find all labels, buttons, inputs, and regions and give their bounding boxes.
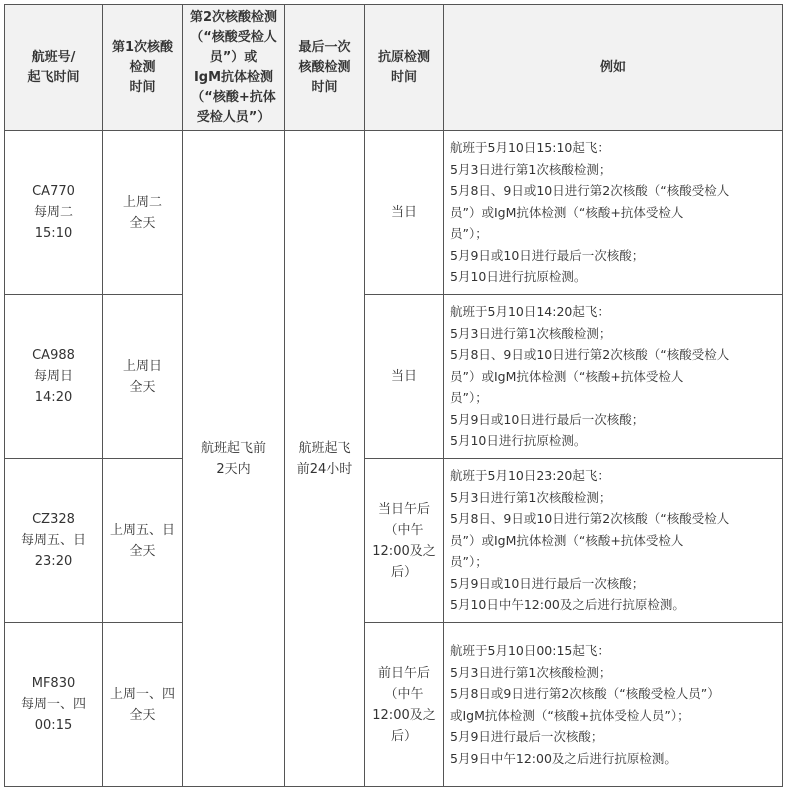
header-flight: 航班号/ 起飞时间 [5, 5, 103, 131]
example-cell: 航班于5月10日14:20起飞： 5月3日进行第1次核酸检测； 5月8日、9日或10日进行第2次核酸（“核酸受检人 员”）或IgM抗体检测（“核酸+抗体受检人 员”）； 5月9日或10日进行最后一次核酸； 5月10日进行抗原检测。 [444, 295, 783, 459]
flight-cell: CZ328 每周五、日 23:20 [5, 459, 103, 623]
table-row [5, 623, 783, 787]
antigen-cell: 前日午后 （中午 12:00及之 后） [365, 623, 444, 787]
header-first-test: 第1次核酸 检测 时间 [103, 5, 183, 131]
example-cell: 航班于5月10日15:10起飞： 5月3日进行第1次核酸检测； 5月8日、9日或10日进行第2次核酸（“核酸受检人 员”）或IgM抗体检测（“核酸+抗体受检人 员”）； 5月9日或10日进行最后一次核酸； 5月10日进行抗原检测。 [444, 131, 783, 295]
first-test-cell: 上周二 全天 [103, 131, 183, 295]
flight-cell: CA988 每周日 14:20 [5, 295, 103, 459]
flight-testing-table [4, 4, 783, 787]
first-test-cell: 上周日 全天 [103, 295, 183, 459]
table-row [5, 131, 783, 295]
header-second-test: 第2次核酸检测 （“核酸受检人 员”）或 IgM抗体检测 （“核酸+抗体 受检人员”） [183, 5, 285, 131]
example-cell: 航班于5月10日23:20起飞： 5月3日进行第1次核酸检测； 5月8日、9日或10日进行第2次核酸（“核酸受检人 员”）或IgM抗体检测（“核酸+抗体受检人 员”）； 5月9日或10日进行最后一次核酸； 5月10日中午12:00及之后进行抗原检测。 [444, 459, 783, 623]
flight-cell: MF830 每周一、四 00:15 [5, 623, 103, 787]
flight-cell: CA770 每周二 15:10 [5, 131, 103, 295]
header-row [5, 5, 783, 131]
header-last-test: 最后一次 核酸检测 时间 [285, 5, 365, 131]
last-test-merged-cell: 航班起飞 前24小时 [285, 131, 365, 787]
antigen-cell: 当日午后 （中午 12:00及之 后） [365, 459, 444, 623]
table-row [5, 459, 783, 623]
first-test-cell: 上周一、四 全天 [103, 623, 183, 787]
antigen-cell: 当日 [365, 295, 444, 459]
first-test-cell: 上周五、日 全天 [103, 459, 183, 623]
example-cell: 航班于5月10日00:15起飞： 5月3日进行第1次核酸检测； 5月8日或9日进行第2次核酸（“核酸受检人员”） 或IgM抗体检测（“核酸+抗体受检人员”）； 5月9日进行最后一次核酸； 5月9日中午12:00及之后进行抗原检测。 [444, 623, 783, 787]
table-row [5, 295, 783, 459]
header-antigen-test: 抗原检测 时间 [365, 5, 444, 131]
second-test-merged-cell: 航班起飞前 2天内 [183, 131, 285, 787]
header-example: 例如 [444, 5, 783, 131]
antigen-cell: 当日 [365, 131, 444, 295]
